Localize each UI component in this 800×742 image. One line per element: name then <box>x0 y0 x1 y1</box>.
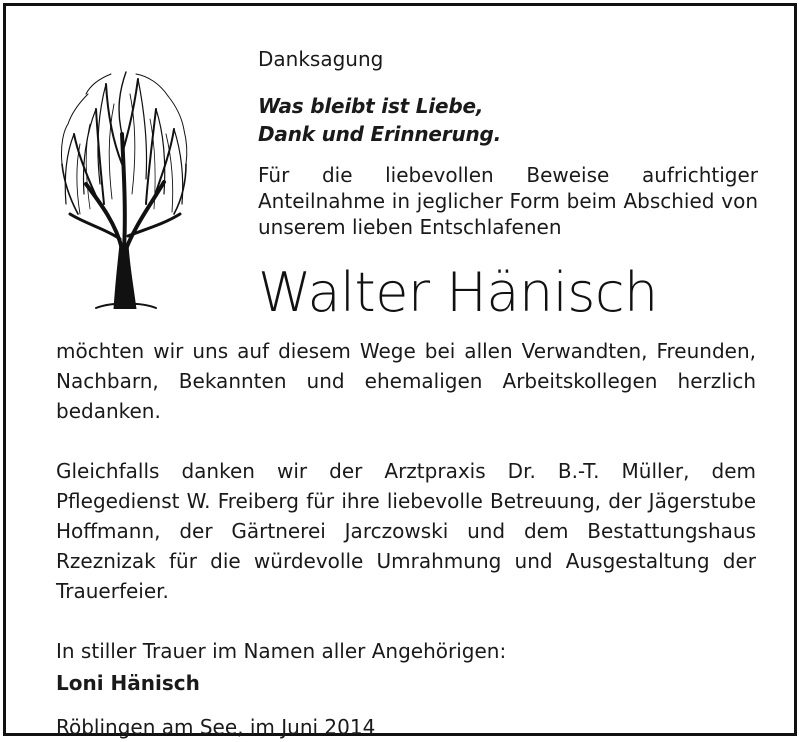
deceased-name: Walter Hänisch <box>258 261 658 324</box>
header-block <box>258 46 758 240</box>
mourning-line: In stiller Trauer im Namen aller Angehörigen: <box>56 639 507 663</box>
intro-text: Für die liebevollen Beweise aufrichtiger Anteilnahme in jeglicher Form beim Abschied von unserem lieben Entschlafenen <box>258 163 758 239</box>
place-date: Röblingen am See, im Juni 2014 <box>56 715 376 739</box>
heading-danksagung: Danksagung <box>258 47 384 71</box>
tree-icon <box>56 64 191 309</box>
signer-name: Loni Hänisch <box>56 671 200 695</box>
thanks-paragraph-2: Gleichfalls danken wir der Arztpraxis Dr. B.-T. Müller, dem Pflegedienst W. Freiberg für ihre liebevolle Betreuung, der Jägerstube Hoffmann, der Gärtnerei Jarczowski und dem Bestattungshaus Rzeznizak für die würdevolle Umrahmung und Ausgestaltung der Trauerfeier. <box>56 459 756 603</box>
thanks-paragraph-1: möchten wir uns auf diesem Wege bei allen Verwandten, Freunden, Nachbarn, Bekannten und ehemaligen Arbeitskollegen herzlich bedanken. <box>56 339 756 423</box>
obituary-frame <box>3 3 797 739</box>
motto-line-2: Dank und Erinnerung. <box>258 122 502 146</box>
motto <box>258 92 758 148</box>
motto-line-1: Was bleibt ist Liebe, <box>258 94 484 118</box>
body-block <box>56 336 756 742</box>
